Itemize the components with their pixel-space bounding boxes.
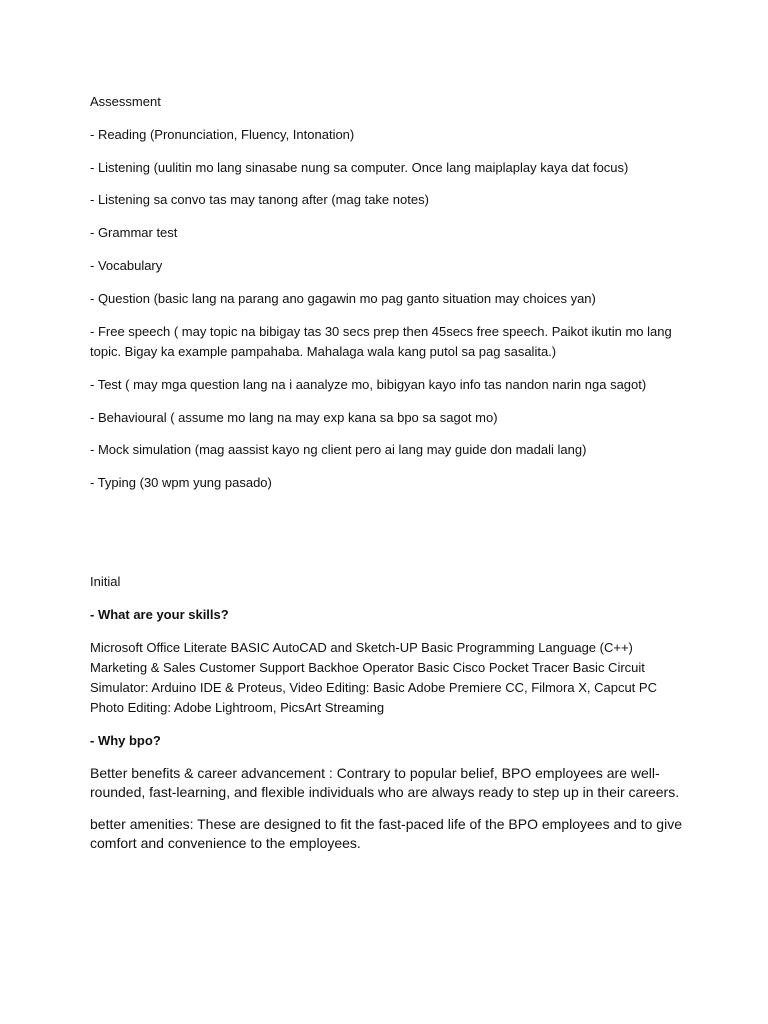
assessment-item-mock-simulation: - Mock simulation (mag aassist kayo ng client pero ai lang may guide don madali lang) bbox=[90, 442, 587, 457]
assessment-item-question: - Question (basic lang na parang ano gagawin mo pag ganto situation may choices yan) bbox=[90, 291, 596, 306]
why-bpo-answer-benefits: Better benefits & career advancement : Contrary to popular belief, BPO employees are well-rounded, fast-learning, and flexible individuals who are always ready to step up in their careers. bbox=[90, 765, 680, 800]
assessment-item-reading: - Reading (Pronunciation, Fluency, Intonation) bbox=[90, 127, 355, 142]
assessment-item-free-speech: - Free speech ( may topic na bibigay tas 30 secs prep then 45secs free speech. Paikot ikutin mo lang topic. Bigay ka example pampahaba. Mahalaga wala kang putol sa pag sasalita.) bbox=[90, 324, 672, 359]
assessment-item-grammar: - Grammar test bbox=[90, 225, 178, 240]
skills-question: - What are your skills? bbox=[90, 607, 229, 622]
why-bpo-answer-amenities: better amenities: These are designed to fit the fast-paced life of the BPO employees and to give comfort and convenience to the employees. bbox=[90, 816, 682, 851]
assessment-item-listening: - Listening (uulitin mo lang sinasabe nung sa computer. Once lang maiplaplay kaya dat focus) bbox=[90, 160, 629, 175]
assessment-item-listening-convo: - Listening sa convo tas may tanong after (mag take notes) bbox=[90, 192, 429, 207]
assessment-item-test: - Test ( may mga question lang na i aanalyze mo, bibigyan kayo info tas nandon narin nga sagot) bbox=[90, 377, 647, 392]
assessment-item-behavioural: - Behavioural ( assume mo lang na may exp kana sa bpo sa sagot mo) bbox=[90, 410, 498, 425]
assessment-heading: Assessment bbox=[90, 94, 161, 109]
why-bpo-question: - Why bpo? bbox=[90, 733, 161, 748]
initial-heading: Initial bbox=[90, 574, 121, 589]
assessment-item-typing: - Typing (30 wpm yung pasado) bbox=[90, 475, 272, 490]
assessment-item-vocabulary: - Vocabulary bbox=[90, 258, 163, 273]
skills-answer: Microsoft Office Literate BASIC AutoCAD and Sketch-UP Basic Programming Language (C++) Marketing & Sales Customer Support Backhoe Operator Basic Cisco Pocket Tracer Basic Circuit Simulator: Arduino IDE & Proteus, Video Editing: Basic Adobe Premiere CC, Filmora X, Capcut PC Photo Editing: Adobe Lightroom, PicsArt Streaming bbox=[90, 640, 657, 715]
